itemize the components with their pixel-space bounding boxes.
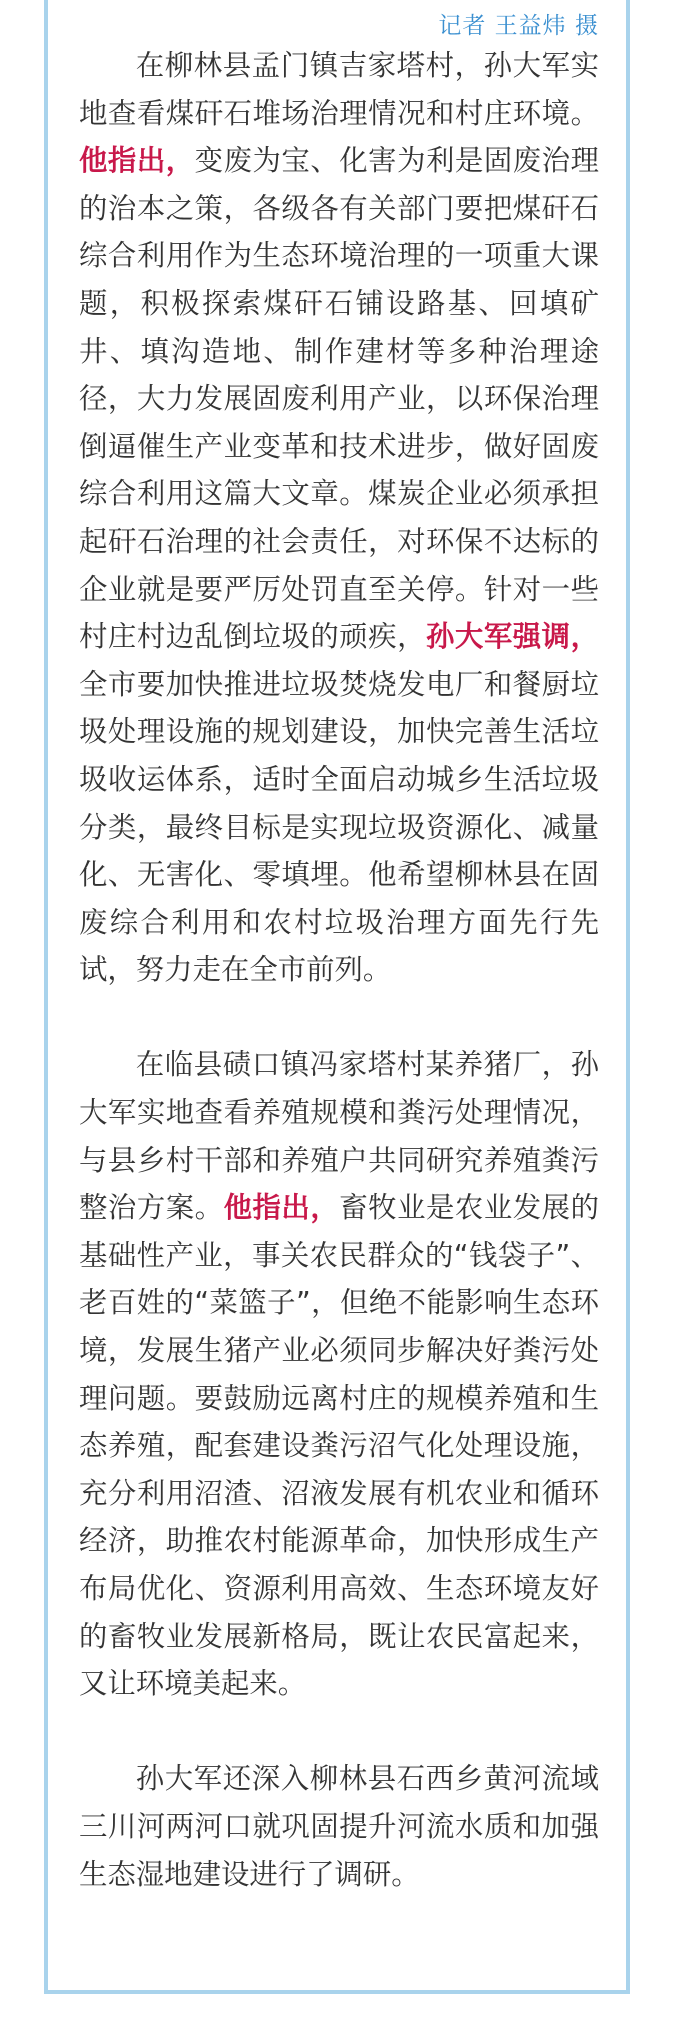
photo-credit: 记者 王益炜 摄 <box>438 13 599 39</box>
emphasis-phrase: 他指出， <box>79 144 195 178</box>
text-segment: 变废为宝、化害为利是固废治理的治本之策，各级各有关部门要把煤矸石综合利用作为生态环境治理的一项重大课题，积极探索煤矸石铺设路基、回填矿井、填沟造地、制作建材等多种治理途径，大力发展固废利用产业，以环保治理倒逼催生产业变革和技术进步，做好固废综合利用这篇大文章。煤炭企业必须承担起矸石治理的社会责任，对环保不达标的企业就是要严厉处罚直至关停。针对一些村庄村边乱倒垃圾的顽疾， <box>79 144 599 654</box>
paragraph-river-survey <box>79 1755 599 1898</box>
text-segment: 全市要加快推进垃圾焚烧发电厂和餐厨垃圾处理设施的规划建设，加快完善生活垃圾收运体系，适时全面启动城乡生活垃圾分类，最终目标是实现垃圾资源化、减量化、无害化、零填埋。他希望柳林县在固废综合利用和农村垃圾治理方面先行先试，努力走在全市前列。 <box>79 667 599 987</box>
text-segment: 孙大军还深入柳林县石西乡黄河流域三川河两河口就巩固提升河流水质和加强生态湿地建设进行了调研。 <box>79 1762 599 1891</box>
text-segment: 在临县碛口镇冯家塔村某养猪厂，孙大军实地查看养殖规模和粪污处理情况，与县乡村干部和养殖户共同研究养殖粪污整治方案。 <box>79 1048 599 1225</box>
text-segment: 在柳林县孟门镇吉家塔村，孙大军实地查看煤矸石堆场治理情况和村庄环境。 <box>79 49 599 130</box>
emphasis-phrase: 孙大军强调， <box>426 620 599 654</box>
article-body <box>79 42 599 1898</box>
text-segment: 畜牧业是农业发展的基础性产业，事关农民群众的“钱袋子”、老百姓的“菜篮子”，但绝不能影响生态环境，发展生猪产业必须同步解决好粪污处理问题。要鼓励远离村庄的规模养殖和生态养殖，配套建设粪污沼气化处理设施，充分利用沼渣、沼液发展有机农业和循环经济，助推农村能源革命，加快形成生产布局优化、资源利用高效、生态环境友好的畜牧业发展新格局，既让农民富起来，又让环境美起来。 <box>79 1191 599 1701</box>
paragraph-liulin-gangue <box>79 42 599 994</box>
emphasis-phrase: 他指出， <box>223 1191 340 1225</box>
paragraph-linxian-pig-farm <box>79 1041 599 1707</box>
